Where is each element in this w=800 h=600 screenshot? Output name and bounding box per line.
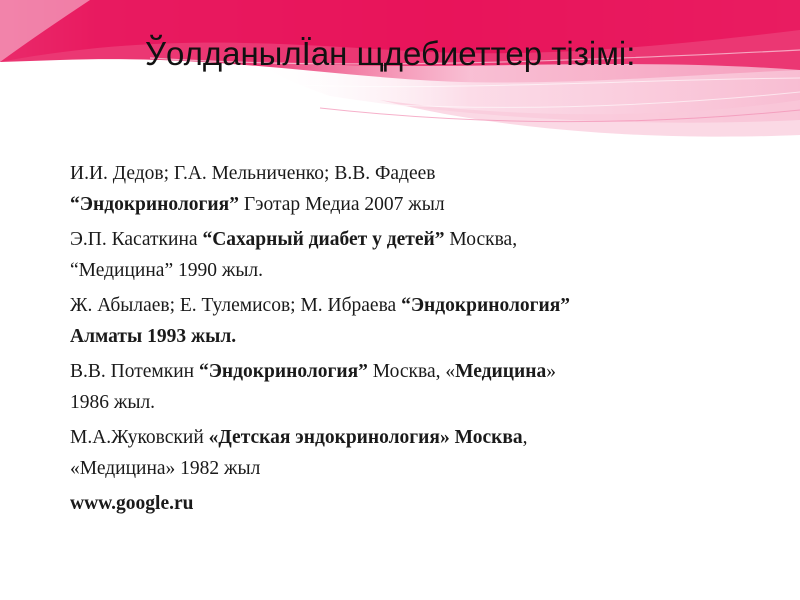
reference-publisher: Алматы 1993 жыл. — [70, 326, 237, 347]
reference-authors: Ж. Абылаев; Е. Тулемисов; М. Ибраева — [70, 295, 402, 316]
reference-year: 1986 жыл. — [70, 392, 156, 413]
reference-item — [70, 290, 750, 352]
reference-publisher: Гэотар Медиа 2007 жыл — [238, 194, 445, 215]
reference-item — [70, 422, 750, 484]
reference-city: Москва, « — [367, 361, 456, 382]
reference-authors: Э.П. Касаткина — [70, 229, 203, 250]
reference-publisher: Медицина — [455, 361, 547, 382]
reference-comma: , — [522, 427, 528, 448]
reference-authors: И.И. Дедов; Г.А. Мельниченко; В.В. Фадеев — [70, 163, 436, 184]
reference-city: Москва, — [444, 229, 518, 250]
reference-title: “Эндокринология” — [70, 194, 239, 215]
reference-list — [70, 158, 750, 523]
reference-item — [70, 224, 750, 286]
reference-item — [70, 158, 750, 220]
reference-title: “Эндокринология” — [198, 361, 368, 382]
reference-item — [70, 488, 750, 519]
reference-item — [70, 356, 750, 418]
reference-authors: В.В. Потемкин — [70, 361, 199, 382]
reference-quote-close: » — [546, 361, 556, 382]
reference-title: «Детская эндокринология» Москва — [208, 427, 523, 448]
slide-title: ЎолданылЇан щдебиеттер тізімі: — [145, 35, 636, 72]
reference-authors: М.А.Жуковский — [70, 427, 209, 448]
reference-publisher: «Медицина» 1982 жыл — [70, 458, 261, 479]
reference-link[interactable]: www.google.ru — [70, 493, 194, 514]
reference-title: “Сахарный диабет у детей” — [202, 229, 445, 250]
reference-title: “Эндокринология” — [401, 295, 571, 316]
reference-publisher: “Медицина” 1990 жыл. — [70, 260, 264, 281]
